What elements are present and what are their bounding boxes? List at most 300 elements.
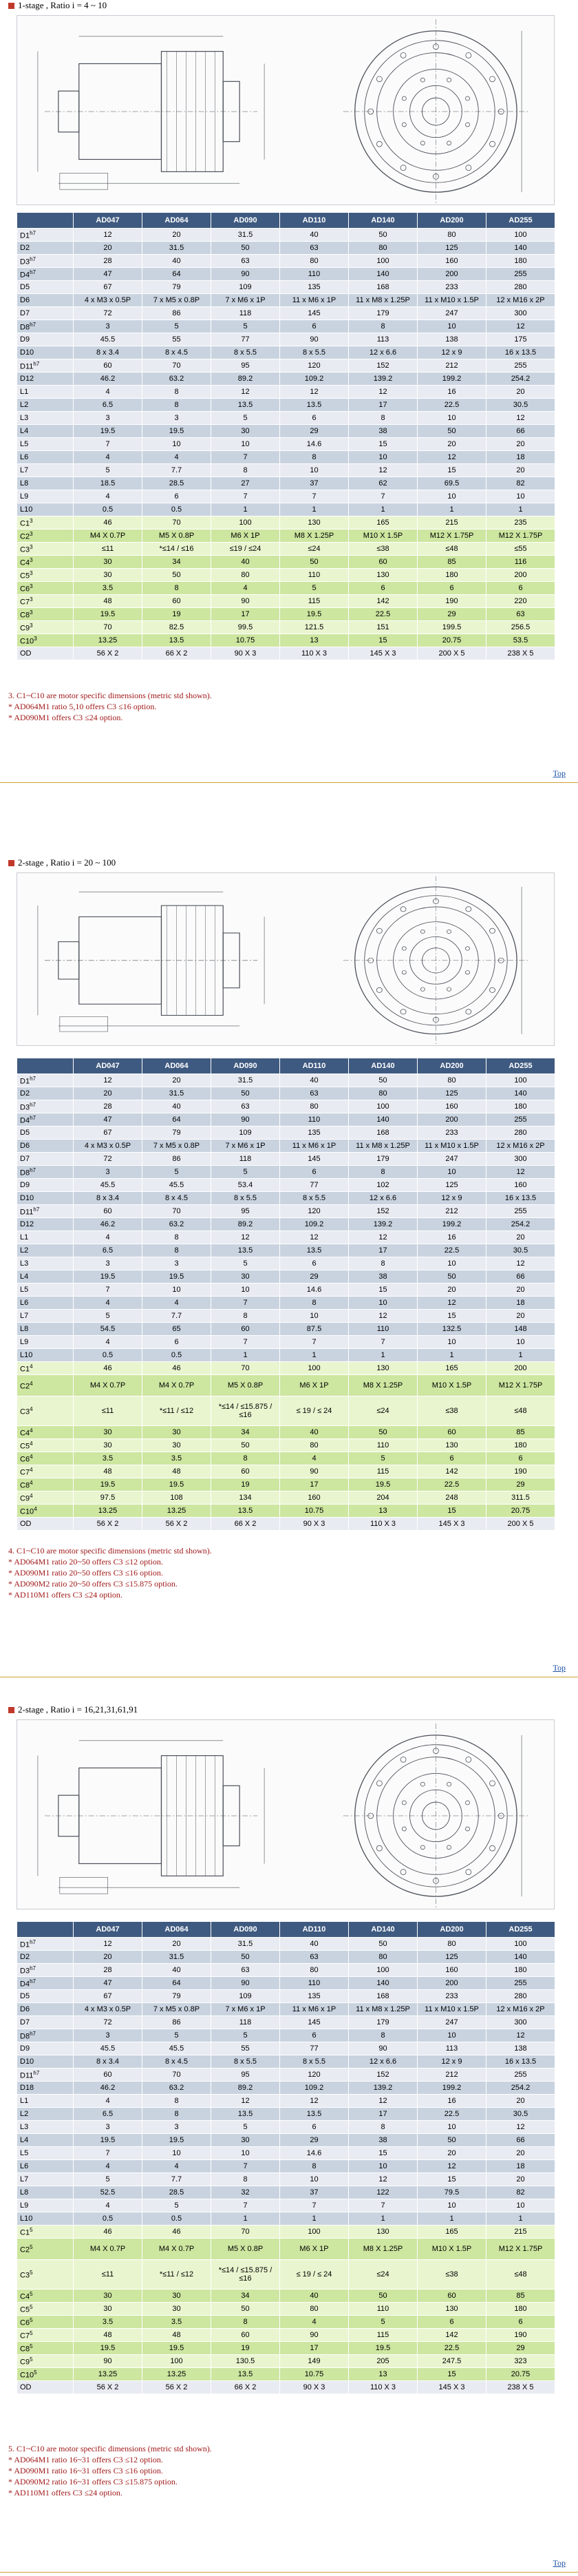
table-cell: 311.5 bbox=[486, 1491, 555, 1505]
table-cell: 12 bbox=[486, 2029, 555, 2042]
table-cell: 11 x M6 x 1P bbox=[280, 294, 349, 307]
table-cell: 20 bbox=[74, 1087, 142, 1100]
row-label-text: D8 bbox=[20, 1169, 30, 1177]
footnote-line: 3. C1~C10 are motor specific dimensions (metric std shown). bbox=[8, 691, 212, 700]
row-label bbox=[17, 320, 74, 333]
table-cell: 175 bbox=[486, 333, 555, 346]
table-cell: 89.2 bbox=[211, 1218, 280, 1231]
table-row bbox=[17, 2381, 555, 2394]
column-header: AD090 bbox=[211, 1922, 280, 1938]
table-cell: *≤14 / ≤15.875 / ≤16 bbox=[211, 2260, 280, 2290]
table-cell: 3.5 bbox=[142, 1452, 211, 1465]
table-cell: 1 bbox=[280, 2212, 349, 2226]
table-cell: 102 bbox=[349, 1179, 418, 1192]
header-row bbox=[17, 1922, 555, 1938]
row-label-text: D4 bbox=[20, 1116, 30, 1125]
table-cell: 165 bbox=[418, 2226, 486, 2239]
table-cell: 48 bbox=[142, 2329, 211, 2342]
table-cell: 160 bbox=[418, 1100, 486, 1113]
row-label-suffix: h7 bbox=[30, 255, 36, 262]
row-label bbox=[17, 386, 74, 399]
row-label-text: C9 bbox=[20, 1494, 30, 1503]
row-label-text: L7 bbox=[20, 1312, 29, 1320]
square-bullet-icon bbox=[8, 1707, 14, 1713]
row-label-text: D3 bbox=[20, 258, 30, 266]
table-row bbox=[17, 2329, 555, 2342]
table-cell: 5 bbox=[280, 582, 349, 595]
table-row bbox=[17, 346, 555, 359]
table-cell: 8 x 5.5 bbox=[211, 1192, 280, 1205]
table-cell: 40 bbox=[280, 1074, 349, 1087]
table-cell: 4 bbox=[74, 451, 142, 464]
table-cell: 60 bbox=[418, 1426, 486, 1439]
table-cell: 85 bbox=[486, 2290, 555, 2303]
table-cell: 12 bbox=[349, 464, 418, 477]
footnote-line: * AD110M1 offers C3 ≤24 option. bbox=[8, 1590, 122, 1600]
row-label bbox=[17, 1244, 74, 1257]
row-label bbox=[17, 1192, 74, 1205]
row-label bbox=[17, 1938, 74, 1951]
column-header: AD255 bbox=[486, 1058, 555, 1074]
table-cell: 56 X 2 bbox=[142, 1518, 211, 1531]
table-row bbox=[17, 516, 555, 530]
table-cell: 46.2 bbox=[74, 373, 142, 386]
row-label bbox=[17, 2055, 74, 2069]
table-cell: 6 bbox=[486, 2316, 555, 2329]
row-label-text: C5 bbox=[20, 1442, 30, 1451]
column-header: AD255 bbox=[486, 213, 555, 229]
table-cell: 130 bbox=[349, 569, 418, 582]
row-label-suffix: 4 bbox=[30, 1466, 33, 1473]
table-cell: 145 bbox=[280, 307, 349, 320]
row-label bbox=[17, 1257, 74, 1270]
table-cell: 300 bbox=[486, 2016, 555, 2029]
back-to-top-link[interactable]: Top bbox=[553, 1663, 566, 1673]
footnote-line: 4. C1~C10 are motor specific dimensions (metric std shown). bbox=[8, 1546, 212, 1556]
row-label bbox=[17, 2108, 74, 2121]
table-cell: 16 x 13.5 bbox=[486, 2055, 555, 2069]
table-row bbox=[17, 2199, 555, 2212]
table-cell: 72 bbox=[74, 1153, 142, 1166]
column-header: AD200 bbox=[418, 1922, 486, 1938]
table-cell: 7.7 bbox=[142, 464, 211, 477]
table-cell: 10 bbox=[418, 2199, 486, 2212]
spec-table bbox=[17, 1058, 555, 1531]
table-cell: 31.5 bbox=[211, 1938, 280, 1951]
table-cell: 15 bbox=[418, 1505, 486, 1518]
table-cell: 116 bbox=[486, 556, 555, 569]
table-cell: 48 bbox=[142, 1465, 211, 1478]
row-label-text: L3 bbox=[20, 2123, 29, 2131]
table-cell: 4 x M3 x 0.5P bbox=[74, 2003, 142, 2016]
table-row bbox=[17, 1100, 555, 1113]
table-cell: 7 x M5 x 0.8P bbox=[142, 294, 211, 307]
table-cell: 7.7 bbox=[142, 1310, 211, 1323]
table-cell: ≤48 bbox=[418, 543, 486, 556]
row-label-text: C1 bbox=[20, 1365, 30, 1374]
row-label-text: C4 bbox=[20, 2292, 30, 2301]
table-cell: 7 bbox=[74, 1284, 142, 1297]
back-to-top-link[interactable]: Top bbox=[553, 2558, 566, 2568]
table-cell: 38 bbox=[349, 2134, 418, 2147]
table-cell: 10 bbox=[418, 1257, 486, 1270]
table-cell: 254.2 bbox=[486, 1218, 555, 1231]
row-label bbox=[17, 1990, 74, 2003]
table-cell: 233 bbox=[418, 1990, 486, 2003]
table-cell: 80 bbox=[280, 1439, 349, 1452]
table-row bbox=[17, 1127, 555, 1140]
row-label-text: L10 bbox=[20, 2214, 33, 2223]
table-cell: ≤38 bbox=[418, 1396, 486, 1426]
table-cell: 29 bbox=[280, 1270, 349, 1284]
row-label bbox=[17, 268, 74, 281]
back-to-top-link[interactable]: Top bbox=[553, 768, 566, 778]
row-label-text: C7 bbox=[20, 2332, 30, 2341]
table-row bbox=[17, 1964, 555, 1977]
table-cell: 130 bbox=[349, 1362, 418, 1375]
table-cell: 10 bbox=[349, 1297, 418, 1310]
table-row bbox=[17, 2186, 555, 2199]
row-label-suffix: h7 bbox=[30, 1075, 36, 1082]
table-cell: 7 bbox=[280, 490, 349, 503]
table-cell: 130 bbox=[418, 2303, 486, 2316]
table-cell: 5 bbox=[142, 1166, 211, 1179]
table-cell: 220 bbox=[486, 595, 555, 608]
row-label bbox=[17, 1310, 74, 1323]
table-cell: 6 bbox=[418, 2316, 486, 2329]
table-cell: 63.2 bbox=[142, 2082, 211, 2095]
table-cell: 1 bbox=[418, 2212, 486, 2226]
table-cell: 66 X 2 bbox=[211, 1518, 280, 1531]
table-cell: 5 bbox=[74, 1310, 142, 1323]
table-cell: 1 bbox=[349, 1349, 418, 1362]
table-cell: 34 bbox=[142, 556, 211, 569]
table-row bbox=[17, 242, 555, 255]
table-cell: 19.5 bbox=[142, 425, 211, 438]
table-cell: 60 bbox=[74, 359, 142, 373]
table-cell: 30.5 bbox=[486, 2108, 555, 2121]
table-row bbox=[17, 2069, 555, 2082]
table-cell: 67 bbox=[74, 1990, 142, 2003]
header-cell bbox=[17, 213, 74, 229]
table-row bbox=[17, 1179, 555, 1192]
section-title bbox=[8, 857, 116, 868]
row-label-suffix: 4 bbox=[30, 1492, 33, 1499]
table-cell: *≤11 / ≤12 bbox=[142, 1396, 211, 1426]
table-cell: 160 bbox=[418, 1964, 486, 1977]
row-label-text: C1 bbox=[20, 2228, 30, 2237]
table-cell: 70 bbox=[74, 621, 142, 634]
table-cell: 19.5 bbox=[142, 1270, 211, 1284]
row-label-suffix: h7 bbox=[30, 1166, 36, 1173]
table-cell: 19.5 bbox=[74, 1270, 142, 1284]
table-row bbox=[17, 1518, 555, 1531]
row-label bbox=[17, 1439, 74, 1452]
table-cell: 5 bbox=[349, 1452, 418, 1465]
row-label bbox=[17, 1231, 74, 1244]
table-row bbox=[17, 464, 555, 477]
table-cell: 10 bbox=[418, 412, 486, 425]
table-cell: 18 bbox=[486, 2160, 555, 2173]
section-divider bbox=[0, 2572, 578, 2573]
row-label-suffix: h7 bbox=[30, 1978, 36, 1985]
table-cell: 11 x M8 x 1.25P bbox=[349, 2003, 418, 2016]
table-cell: 13.5 bbox=[142, 634, 211, 647]
table-cell: 18 bbox=[486, 1297, 555, 1310]
table-cell: 100 bbox=[142, 2355, 211, 2368]
table-cell: 38 bbox=[349, 425, 418, 438]
table-cell: 13.25 bbox=[74, 2368, 142, 2381]
table-row bbox=[17, 1140, 555, 1153]
row-label bbox=[17, 2160, 74, 2173]
footnote-line: * AD090M2 ratio 16~31 offers C3 ≤15.875 option. bbox=[8, 2477, 178, 2486]
table-cell: 85 bbox=[418, 556, 486, 569]
table-row bbox=[17, 2003, 555, 2016]
section-title-text: 1-stage , Ratio i = 4 ~ 10 bbox=[18, 0, 107, 10]
table-cell: 160 bbox=[418, 255, 486, 268]
table-cell: 200 X 5 bbox=[418, 647, 486, 660]
table-cell: 135 bbox=[280, 1990, 349, 2003]
table-cell: 80 bbox=[280, 1100, 349, 1113]
table-cell: 63 bbox=[280, 1087, 349, 1100]
row-label bbox=[17, 464, 74, 477]
table-row bbox=[17, 386, 555, 399]
table-cell: 10 bbox=[349, 2160, 418, 2173]
table-cell: 30 bbox=[74, 569, 142, 582]
column-header: AD047 bbox=[74, 1922, 142, 1938]
table-cell: 47 bbox=[74, 268, 142, 281]
row-label bbox=[17, 516, 74, 530]
table-cell: ≤55 bbox=[486, 543, 555, 556]
footnotes bbox=[8, 1545, 212, 1600]
table-cell: 15 bbox=[349, 2147, 418, 2160]
table-cell: 4 bbox=[74, 1297, 142, 1310]
row-label-text: L8 bbox=[20, 479, 29, 488]
row-label-text: C4 bbox=[20, 1429, 30, 1438]
table-cell: 22.5 bbox=[418, 1478, 486, 1491]
table-cell: 56 X 2 bbox=[74, 647, 142, 660]
row-label bbox=[17, 425, 74, 438]
table-cell: 6 bbox=[486, 582, 555, 595]
table-cell: 5 bbox=[142, 2199, 211, 2212]
table-cell: 179 bbox=[349, 2016, 418, 2029]
row-label-text: D12 bbox=[20, 375, 34, 383]
table-cell: 30 bbox=[74, 1426, 142, 1439]
row-label-text: L6 bbox=[20, 2162, 29, 2170]
table-cell: 13.25 bbox=[142, 2368, 211, 2381]
table-cell: 31.5 bbox=[211, 229, 280, 242]
row-label-text: C7 bbox=[20, 1468, 30, 1477]
table-cell: 90 bbox=[211, 268, 280, 281]
table-cell: 12 bbox=[486, 2121, 555, 2134]
table-cell: 8 x 4.5 bbox=[142, 346, 211, 359]
table-cell: 8 bbox=[280, 1297, 349, 1310]
table-cell: 63 bbox=[211, 1100, 280, 1113]
column-header: AD110 bbox=[280, 1922, 349, 1938]
table-cell: 56 X 2 bbox=[74, 1518, 142, 1531]
table-cell: 11 x M8 x 1.25P bbox=[349, 294, 418, 307]
table-cell: 8 bbox=[280, 2160, 349, 2173]
table-cell: 200 bbox=[486, 1362, 555, 1375]
table-row bbox=[17, 1951, 555, 1964]
table-cell: 8 x 5.5 bbox=[280, 1192, 349, 1205]
table-cell: 14.6 bbox=[280, 2147, 349, 2160]
table-cell: 233 bbox=[418, 281, 486, 294]
row-label-suffix: 3 bbox=[30, 517, 33, 524]
table-cell: 125 bbox=[418, 1951, 486, 1964]
table-cell: 95 bbox=[211, 1205, 280, 1218]
table-cell: 1 bbox=[486, 503, 555, 516]
table-cell: 29 bbox=[418, 608, 486, 621]
table-cell: 118 bbox=[211, 1153, 280, 1166]
table-cell: 12 x M16 x 2P bbox=[486, 2003, 555, 2016]
table-cell: 255 bbox=[486, 268, 555, 281]
table-row bbox=[17, 1349, 555, 1362]
table-cell: 8 bbox=[280, 451, 349, 464]
table-cell: 130 bbox=[280, 516, 349, 530]
table-cell: 120 bbox=[280, 2069, 349, 2082]
table-cell: ≤24 bbox=[349, 2260, 418, 2290]
table-cell: 12 bbox=[280, 1231, 349, 1244]
table-cell: 160 bbox=[486, 1179, 555, 1192]
table-cell: 118 bbox=[211, 2016, 280, 2029]
table-cell: 12 x 6.6 bbox=[349, 346, 418, 359]
row-label bbox=[17, 2016, 74, 2029]
row-label-text: L1 bbox=[20, 2097, 29, 2105]
table-cell: 7 bbox=[74, 2147, 142, 2160]
footnote-line: * AD090M1 ratio 16~31 offers C3 ≤16 option. bbox=[8, 2466, 163, 2475]
table-cell: 17 bbox=[349, 399, 418, 412]
row-label-text: D3 bbox=[20, 1967, 30, 1976]
table-cell: 115 bbox=[349, 1465, 418, 1478]
table-cell: 72 bbox=[74, 2016, 142, 2029]
table-cell: 12 bbox=[349, 386, 418, 399]
row-label-text: C2 bbox=[20, 1382, 30, 1391]
row-label-text: C8 bbox=[20, 611, 30, 620]
table-cell: 19.5 bbox=[142, 2134, 211, 2147]
table-cell: 15 bbox=[349, 438, 418, 451]
row-label-text: D2 bbox=[20, 244, 30, 252]
table-cell: 46 bbox=[142, 2226, 211, 2239]
table-cell: 70 bbox=[211, 1362, 280, 1375]
table-cell: M8 X 1.25P bbox=[280, 530, 349, 543]
table-cell: 79.5 bbox=[418, 2186, 486, 2199]
table-cell: ≤ 19 / ≤ 24 bbox=[280, 2260, 349, 2290]
table-cell: 80 bbox=[418, 1938, 486, 1951]
table-cell: 15 bbox=[418, 2368, 486, 2381]
table-row bbox=[17, 2316, 555, 2329]
table-cell: M6 X 1P bbox=[211, 530, 280, 543]
table-cell: 4 bbox=[74, 2160, 142, 2173]
table-cell: 140 bbox=[349, 1977, 418, 1990]
table-cell: 20 bbox=[142, 229, 211, 242]
table-row bbox=[17, 1231, 555, 1244]
table-cell: 30 bbox=[74, 1439, 142, 1452]
table-cell: 139.2 bbox=[349, 1218, 418, 1231]
row-label-text: D5 bbox=[20, 1992, 30, 2000]
table-cell: 46 bbox=[74, 2226, 142, 2239]
row-label bbox=[17, 1964, 74, 1977]
table-cell: 130 bbox=[349, 2226, 418, 2239]
row-label-text: C2 bbox=[20, 532, 30, 541]
table-cell: 142 bbox=[418, 2329, 486, 2342]
table-cell: 31.5 bbox=[142, 242, 211, 255]
row-label bbox=[17, 2082, 74, 2095]
row-label bbox=[17, 1140, 74, 1153]
table-cell: M8 X 1.25P bbox=[349, 2239, 418, 2260]
table-cell: 125 bbox=[418, 1179, 486, 1192]
table-cell: 3 bbox=[74, 1257, 142, 1270]
row-label bbox=[17, 556, 74, 569]
row-label bbox=[17, 1127, 74, 1140]
row-label bbox=[17, 1113, 74, 1127]
table-cell: 110 bbox=[349, 1439, 418, 1452]
table-row bbox=[17, 2082, 555, 2095]
row-label bbox=[17, 1074, 74, 1087]
table-cell: 10 bbox=[142, 438, 211, 451]
table-row bbox=[17, 1297, 555, 1310]
table-cell: ≤38 bbox=[349, 543, 418, 556]
dimension-drawing bbox=[17, 15, 555, 205]
table-row bbox=[17, 2108, 555, 2121]
table-cell: 45.5 bbox=[74, 2042, 142, 2055]
gearbox-drawing bbox=[17, 1720, 554, 1909]
table-cell: 255 bbox=[486, 1113, 555, 1127]
row-label bbox=[17, 438, 74, 451]
table-cell: 8 x 5.5 bbox=[280, 346, 349, 359]
table-cell: 215 bbox=[486, 2226, 555, 2239]
table-cell: 19.5 bbox=[142, 2342, 211, 2355]
table-cell: 121.5 bbox=[280, 621, 349, 634]
table-cell: 16 x 13.5 bbox=[486, 1192, 555, 1205]
row-label bbox=[17, 2260, 74, 2290]
square-bullet-icon bbox=[8, 3, 14, 9]
table-cell: 86 bbox=[142, 2016, 211, 2029]
table-row bbox=[17, 2016, 555, 2029]
table-cell: 90 X 3 bbox=[211, 647, 280, 660]
table-cell: 100 bbox=[486, 1938, 555, 1951]
table-cell: 34 bbox=[211, 2290, 280, 2303]
table-cell: 8 bbox=[211, 1310, 280, 1323]
table-row bbox=[17, 543, 555, 556]
table-cell: 70 bbox=[211, 2226, 280, 2239]
row-label bbox=[17, 1153, 74, 1166]
row-label-text: D7 bbox=[20, 1155, 30, 1163]
table-cell: 3 bbox=[142, 1257, 211, 1270]
table-cell: 50 bbox=[349, 2290, 418, 2303]
table-cell: 28.5 bbox=[142, 2186, 211, 2199]
table-cell: 30 bbox=[142, 2290, 211, 2303]
table-cell: 10 bbox=[486, 2199, 555, 2212]
table-cell: *≤14 / ≤15.875 / ≤16 bbox=[211, 1396, 280, 1426]
table-cell: 256.5 bbox=[486, 621, 555, 634]
table-row bbox=[17, 425, 555, 438]
table-cell: 10.75 bbox=[280, 1505, 349, 1518]
table-row bbox=[17, 530, 555, 543]
row-label-text: D5 bbox=[20, 1129, 30, 1137]
row-label-text: D6 bbox=[20, 296, 30, 304]
table-cell: 20 bbox=[418, 2147, 486, 2160]
table-cell: 149 bbox=[280, 2355, 349, 2368]
table-cell: 4 bbox=[280, 2316, 349, 2329]
table-cell: 12 bbox=[74, 1938, 142, 1951]
table-row bbox=[17, 2029, 555, 2042]
table-cell: 10 bbox=[486, 490, 555, 503]
table-cell: 4 bbox=[74, 2199, 142, 2212]
table-cell: M8 X 1.25P bbox=[349, 1375, 418, 1396]
table-cell: 199.2 bbox=[418, 1218, 486, 1231]
table-cell: 5 bbox=[142, 2029, 211, 2042]
